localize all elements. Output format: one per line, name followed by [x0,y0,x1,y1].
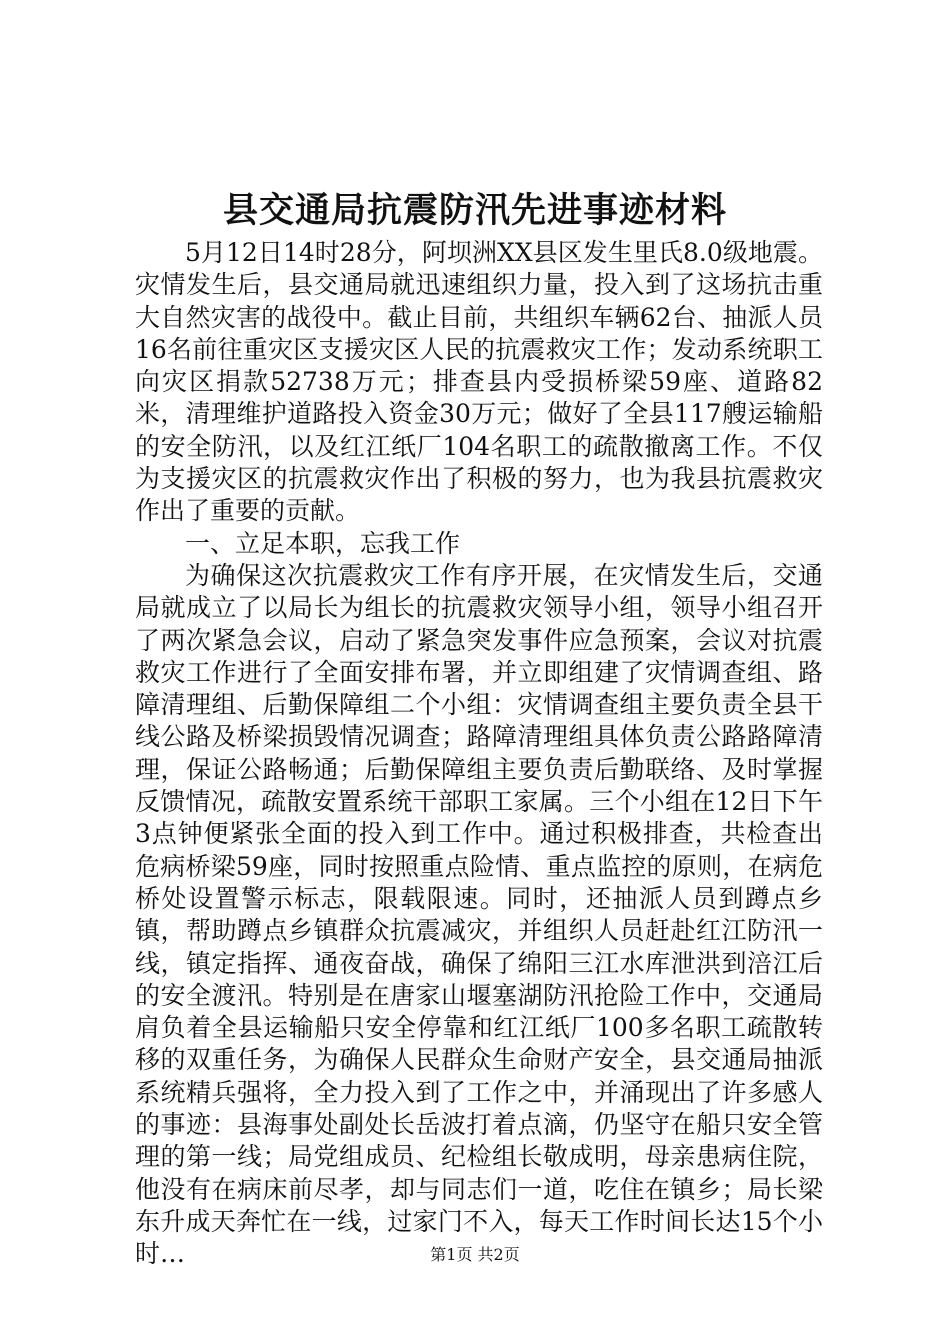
document-body [135,237,823,1271]
section-heading: 一、立足本职，忘我工作 [185,528,461,558]
section-paragraph: 为确保这次抗震救灾工作有序开展，在灾情发生后，交通局就成立了以局长为组长的抗震救灾领导小组，领导小组召开了两次紧急会议，启动了紧急突发事件应急预案，会议对抗震救灾工作进行了全面安排布署，并立即组建了灾情调查组、路障清理组、后勤保障组二个小组：灾情调查组主要负责全县干线公路及桥梁损毁情况调查；路障清理组具体负责公路路障清理，保证公路畅通；后勤保障组主要负责后勤联络、及时掌握反馈情况，疏散安置系统干部职工家属。三个小组在12日下午3点钟便紧张全面的投入到工作中。通过积极排查，共检查出危病桥梁59座，同时按照重点险情、重点监控的原则，在病危桥处设置警示标志，限载限速。同时，还抽派人员到蹲点乡镇，帮助蹲点乡镇群众抗震减灾，并组织人员赶赴红江防汛一线，镇定指挥、通夜奋战，确保了绵阳三江水库泄洪到涪江后的安全渡汛。特别是在唐家山堰塞湖防汛抢险工作中，交通局肩负着全县运输船只安全停靠和红江纸厂100多名职工疏散转移的双重任务，为确保人民群众生命财产安全，县交通局抽派系统精兵强将，全力投入到了工作之中，并涌现出了许多感人的事迹：县海事处副处长岳波打着点滴，仍坚守在船只安全管理的第一线；局党组成员、纪检组长敬成明，母亲患病住院，他没有在病床前尽孝，却与同志们一道，吃住在镇乡；局长梁东升成天奔忙在一线，过家门不入，每天工作时间长达15个小时… [135,560,823,1269]
page-footer: 第1页 共2页 [430,1245,520,1264]
document-title: 县交通局抗震防汛先进事迹材料 [222,190,727,231]
intro-paragraph: 5月12日14时28分，阿坝洲XX县区发生里氏8.0级地震。灾情发生后，县交通局就迅速组织力量，投入到了这场抗击重大自然灾害的战役中。截止目前，共组织车辆62台、抽派人员16名前往重灾区支援灾区人民的抗震救灾工作；发动系统职工向灾区捐款52738万元；排查县内受损桥梁59座、道路82米，清理维护道路投入资金30万元；做好了全县117艘运输船的安全防汛，以及红江纸厂104名职工的疏散撤离工作。不仅为支援灾区的抗震救灾作出了积极的努力，也为我县抗震救灾作出了重要的贡献。 [135,238,823,526]
